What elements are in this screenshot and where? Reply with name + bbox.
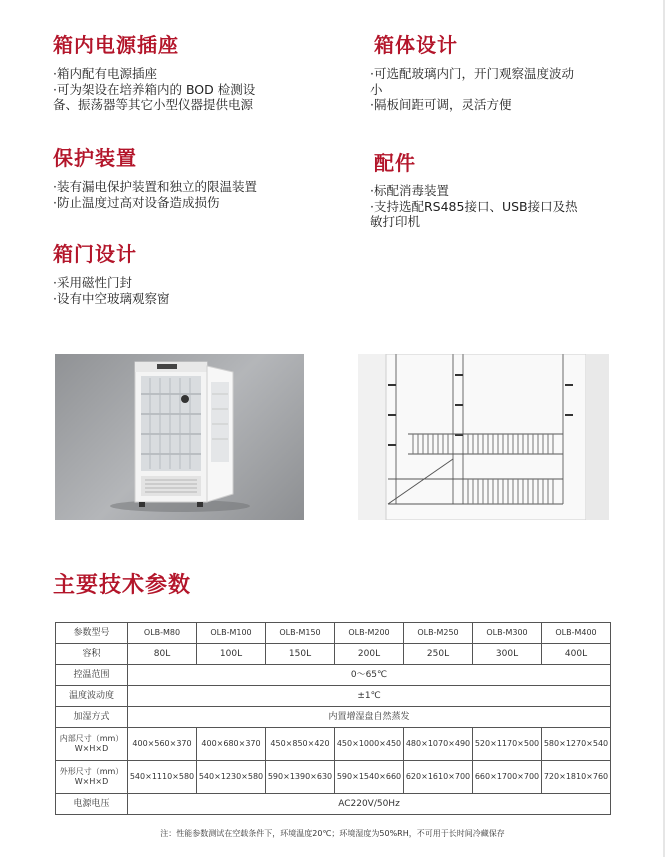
section-body-cabinet — [370, 66, 620, 113]
temp-fluct-value: ±1℃ — [128, 686, 611, 707]
text-line: ·设有中空玻璃观察窗 — [53, 290, 170, 306]
spec-note: 注：性能参数测试在空载条件下，环境温度20℃；环境湿度为50%RH，不可用于长时间冷藏保存 — [160, 829, 505, 838]
model-cell: OLB-M250 — [404, 623, 473, 644]
table-row-model — [56, 623, 611, 644]
volume-cell: 400L — [542, 644, 611, 665]
section-title-accessories: 配件 — [374, 151, 416, 175]
table-row-outer — [56, 761, 611, 794]
outer-cell: 590×1540×660 — [335, 761, 404, 794]
inner-cell: 520×1170×500 — [473, 728, 542, 761]
outer-cell: 540×1110×580 — [128, 761, 197, 794]
power-value: AC220V/50Hz — [128, 794, 611, 815]
outer-label: 外形尺寸（mm） — [59, 767, 124, 776]
text-line: ·装有漏电保护装置和独立的限温装置 — [53, 179, 257, 194]
row-label-model: 参数型号 — [56, 623, 128, 644]
outer-cell: 540×1230×580 — [197, 761, 266, 794]
text-line: ·隔板间距可调，灵活方便 — [370, 97, 512, 112]
spec-title: 主要技术参数 — [53, 573, 192, 598]
outer-cell: 720×1810×760 — [542, 761, 611, 794]
inner-unit: W×H×D — [74, 744, 109, 753]
table-row-temp-range — [56, 665, 611, 686]
volume-cell: 300L — [473, 644, 542, 665]
section-title-door: 箱门设计 — [53, 242, 137, 266]
section-body-accessories — [370, 183, 620, 230]
interior-illustration — [358, 354, 609, 520]
inner-cell: 480×1070×490 — [404, 728, 473, 761]
table-row-temp-fluct — [56, 686, 611, 707]
volume-cell: 150L — [266, 644, 335, 665]
volume-cell: 200L — [335, 644, 404, 665]
spec-table — [55, 622, 611, 815]
table-row-humid — [56, 707, 611, 728]
volume-cell: 250L — [404, 644, 473, 665]
temp-range-value: 0～65℃ — [128, 665, 611, 686]
row-label-temp-range: 控温范围 — [56, 665, 128, 686]
section-title-protection: 保护装置 — [53, 146, 137, 170]
inner-cell: 400×680×370 — [197, 728, 266, 761]
row-label-inner — [56, 728, 128, 761]
model-cell: OLB-M300 — [473, 623, 542, 644]
section-title-cabinet: 箱体设计 — [374, 33, 458, 57]
product-photo-incubator — [55, 354, 304, 520]
text-line: ·箱内配有电源插座 — [53, 66, 157, 81]
humid-value: 内置增湿盘自然蒸发 — [128, 707, 611, 728]
row-label-humid: 加湿方式 — [56, 707, 128, 728]
incubator-illustration — [55, 354, 304, 520]
text-line: 敏打印机 — [370, 214, 421, 229]
volume-cell: 80L — [128, 644, 197, 665]
text-line: ·采用磁性门封 — [53, 275, 132, 290]
model-cell: OLB-M150 — [266, 623, 335, 644]
table-row-volume — [56, 644, 611, 665]
text-line: ·支持选配RS485接口、USB接口及热 — [370, 198, 578, 214]
text-line: ·防止温度过高对设备造成损伤 — [53, 194, 220, 210]
outer-unit: W×H×D — [74, 777, 109, 786]
section-body-power — [53, 66, 323, 113]
row-label-outer — [56, 761, 128, 794]
text-line: 备、振荡器等其它小型仪器提供电源 — [53, 97, 254, 112]
text-line: ·可选配玻璃内门，开门观察温度波动 — [370, 66, 574, 81]
volume-cell: 100L — [197, 644, 266, 665]
model-cell: OLB-M80 — [128, 623, 197, 644]
model-cell: OLB-M100 — [197, 623, 266, 644]
row-label-temp-fluct: 温度波动度 — [56, 686, 128, 707]
row-label-power: 电源电压 — [56, 794, 128, 815]
table-row-inner — [56, 728, 611, 761]
section-body-protection — [53, 179, 323, 210]
outer-cell: 620×1610×700 — [404, 761, 473, 794]
text-line: ·可为架设在培养箱内的 BOD 检测设 — [53, 81, 256, 97]
inner-label: 内部尺寸（mm） — [59, 734, 124, 743]
inner-cell: 400×560×370 — [128, 728, 197, 761]
text-line: ·标配消毒装置 — [370, 183, 449, 198]
text-line: 小 — [370, 81, 383, 97]
model-cell: OLB-M400 — [542, 623, 611, 644]
inner-cell: 450×850×420 — [266, 728, 335, 761]
model-cell: OLB-M200 — [335, 623, 404, 644]
section-title-power: 箱内电源插座 — [53, 33, 179, 57]
row-label-volume: 容积 — [56, 644, 128, 665]
product-photo-interior — [358, 354, 609, 520]
table-row-power — [56, 794, 611, 815]
outer-cell: 660×1700×700 — [473, 761, 542, 794]
inner-cell: 450×1000×450 — [335, 728, 404, 761]
outer-cell: 590×1390×630 — [266, 761, 335, 794]
section-body-door — [53, 275, 323, 306]
inner-cell: 580×1270×540 — [542, 728, 611, 761]
